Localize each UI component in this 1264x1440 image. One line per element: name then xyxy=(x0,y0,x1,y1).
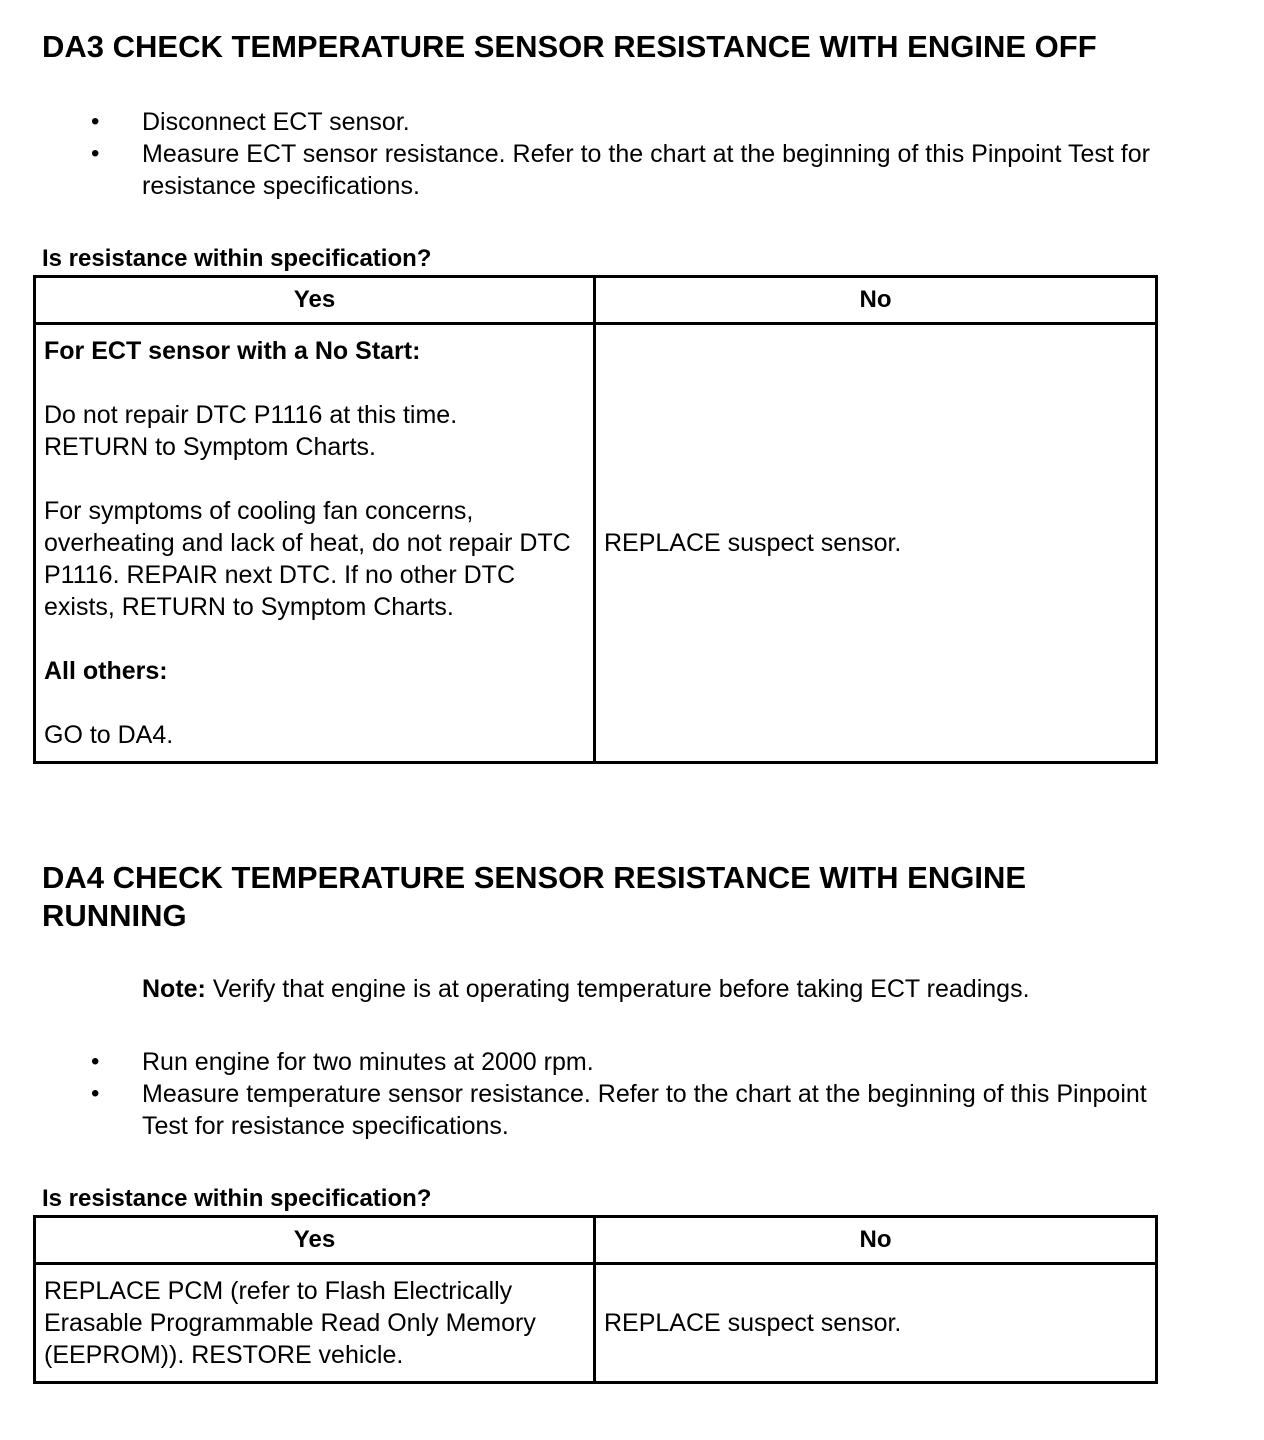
note-text: Verify that engine is at operating temperature before taking ECT readings. xyxy=(205,975,1030,1003)
list-item: • Measure ECT sensor resistance. Refer to the chart at the beginning of this Pinpoint Test for resistance specifications. xyxy=(0,138,1240,202)
da4-bullet-list xyxy=(0,1046,1170,1142)
yes-column-header: Yes xyxy=(35,277,595,324)
no-column-header: No xyxy=(595,1217,1157,1264)
no-start-heading: For ECT sensor with a No Start: xyxy=(44,337,421,365)
da4-decision-table xyxy=(33,1215,1158,1384)
cooling-fan-instruction: For symptoms of cooling fan concerns, overheating and lack of heat, do not repair DTC P1116. REPAIR next DTC. If no other DTC exists, RETURN to Symptom Charts. xyxy=(44,497,571,621)
all-others-heading: All others: xyxy=(44,657,168,685)
da3-title: DA3 CHECK TEMPERATURE SENSOR RESISTANCE WITH ENGINE OFF xyxy=(42,29,1097,64)
da4-question: Is resistance within specification? xyxy=(42,1185,432,1212)
yes-column-header: Yes xyxy=(35,1217,595,1264)
go-to-da4-instruction: GO to DA4. xyxy=(44,721,174,749)
da4-title: DA4 CHECK TEMPERATURE SENSOR RESISTANCE WITH ENGINE RUNNING xyxy=(42,860,1027,933)
list-item: • Run engine for two minutes at 2000 rpm. xyxy=(0,1046,1170,1078)
yes-cell: REPLACE PCM (refer to Flash Electrically Erasable Programmable Read Only Memory (EEPROM)). RESTORE vehicle. xyxy=(35,1264,595,1383)
da3-question: Is resistance within specification? xyxy=(42,245,432,272)
no-cell: REPLACE suspect sensor. xyxy=(595,1264,1157,1383)
list-item: • Measure temperature sensor resistance. Refer to the chart at the beginning of this Pinpoint Test for resistance specifications. xyxy=(0,1078,1170,1142)
no-cell: REPLACE suspect sensor. xyxy=(595,324,1157,763)
note-label: Note: xyxy=(142,975,206,1003)
no-start-instruction-2: RETURN to Symptom Charts. xyxy=(44,433,377,461)
no-start-instruction-1: Do not repair DTC P1116 at this time. xyxy=(44,401,458,429)
da3-bullet-list xyxy=(0,106,1240,202)
yes-cell xyxy=(35,324,595,763)
da4-note xyxy=(142,973,1242,1005)
no-column-header: No xyxy=(595,277,1157,324)
da3-decision-table xyxy=(33,275,1158,764)
list-item: • Disconnect ECT sensor. xyxy=(0,106,1240,138)
